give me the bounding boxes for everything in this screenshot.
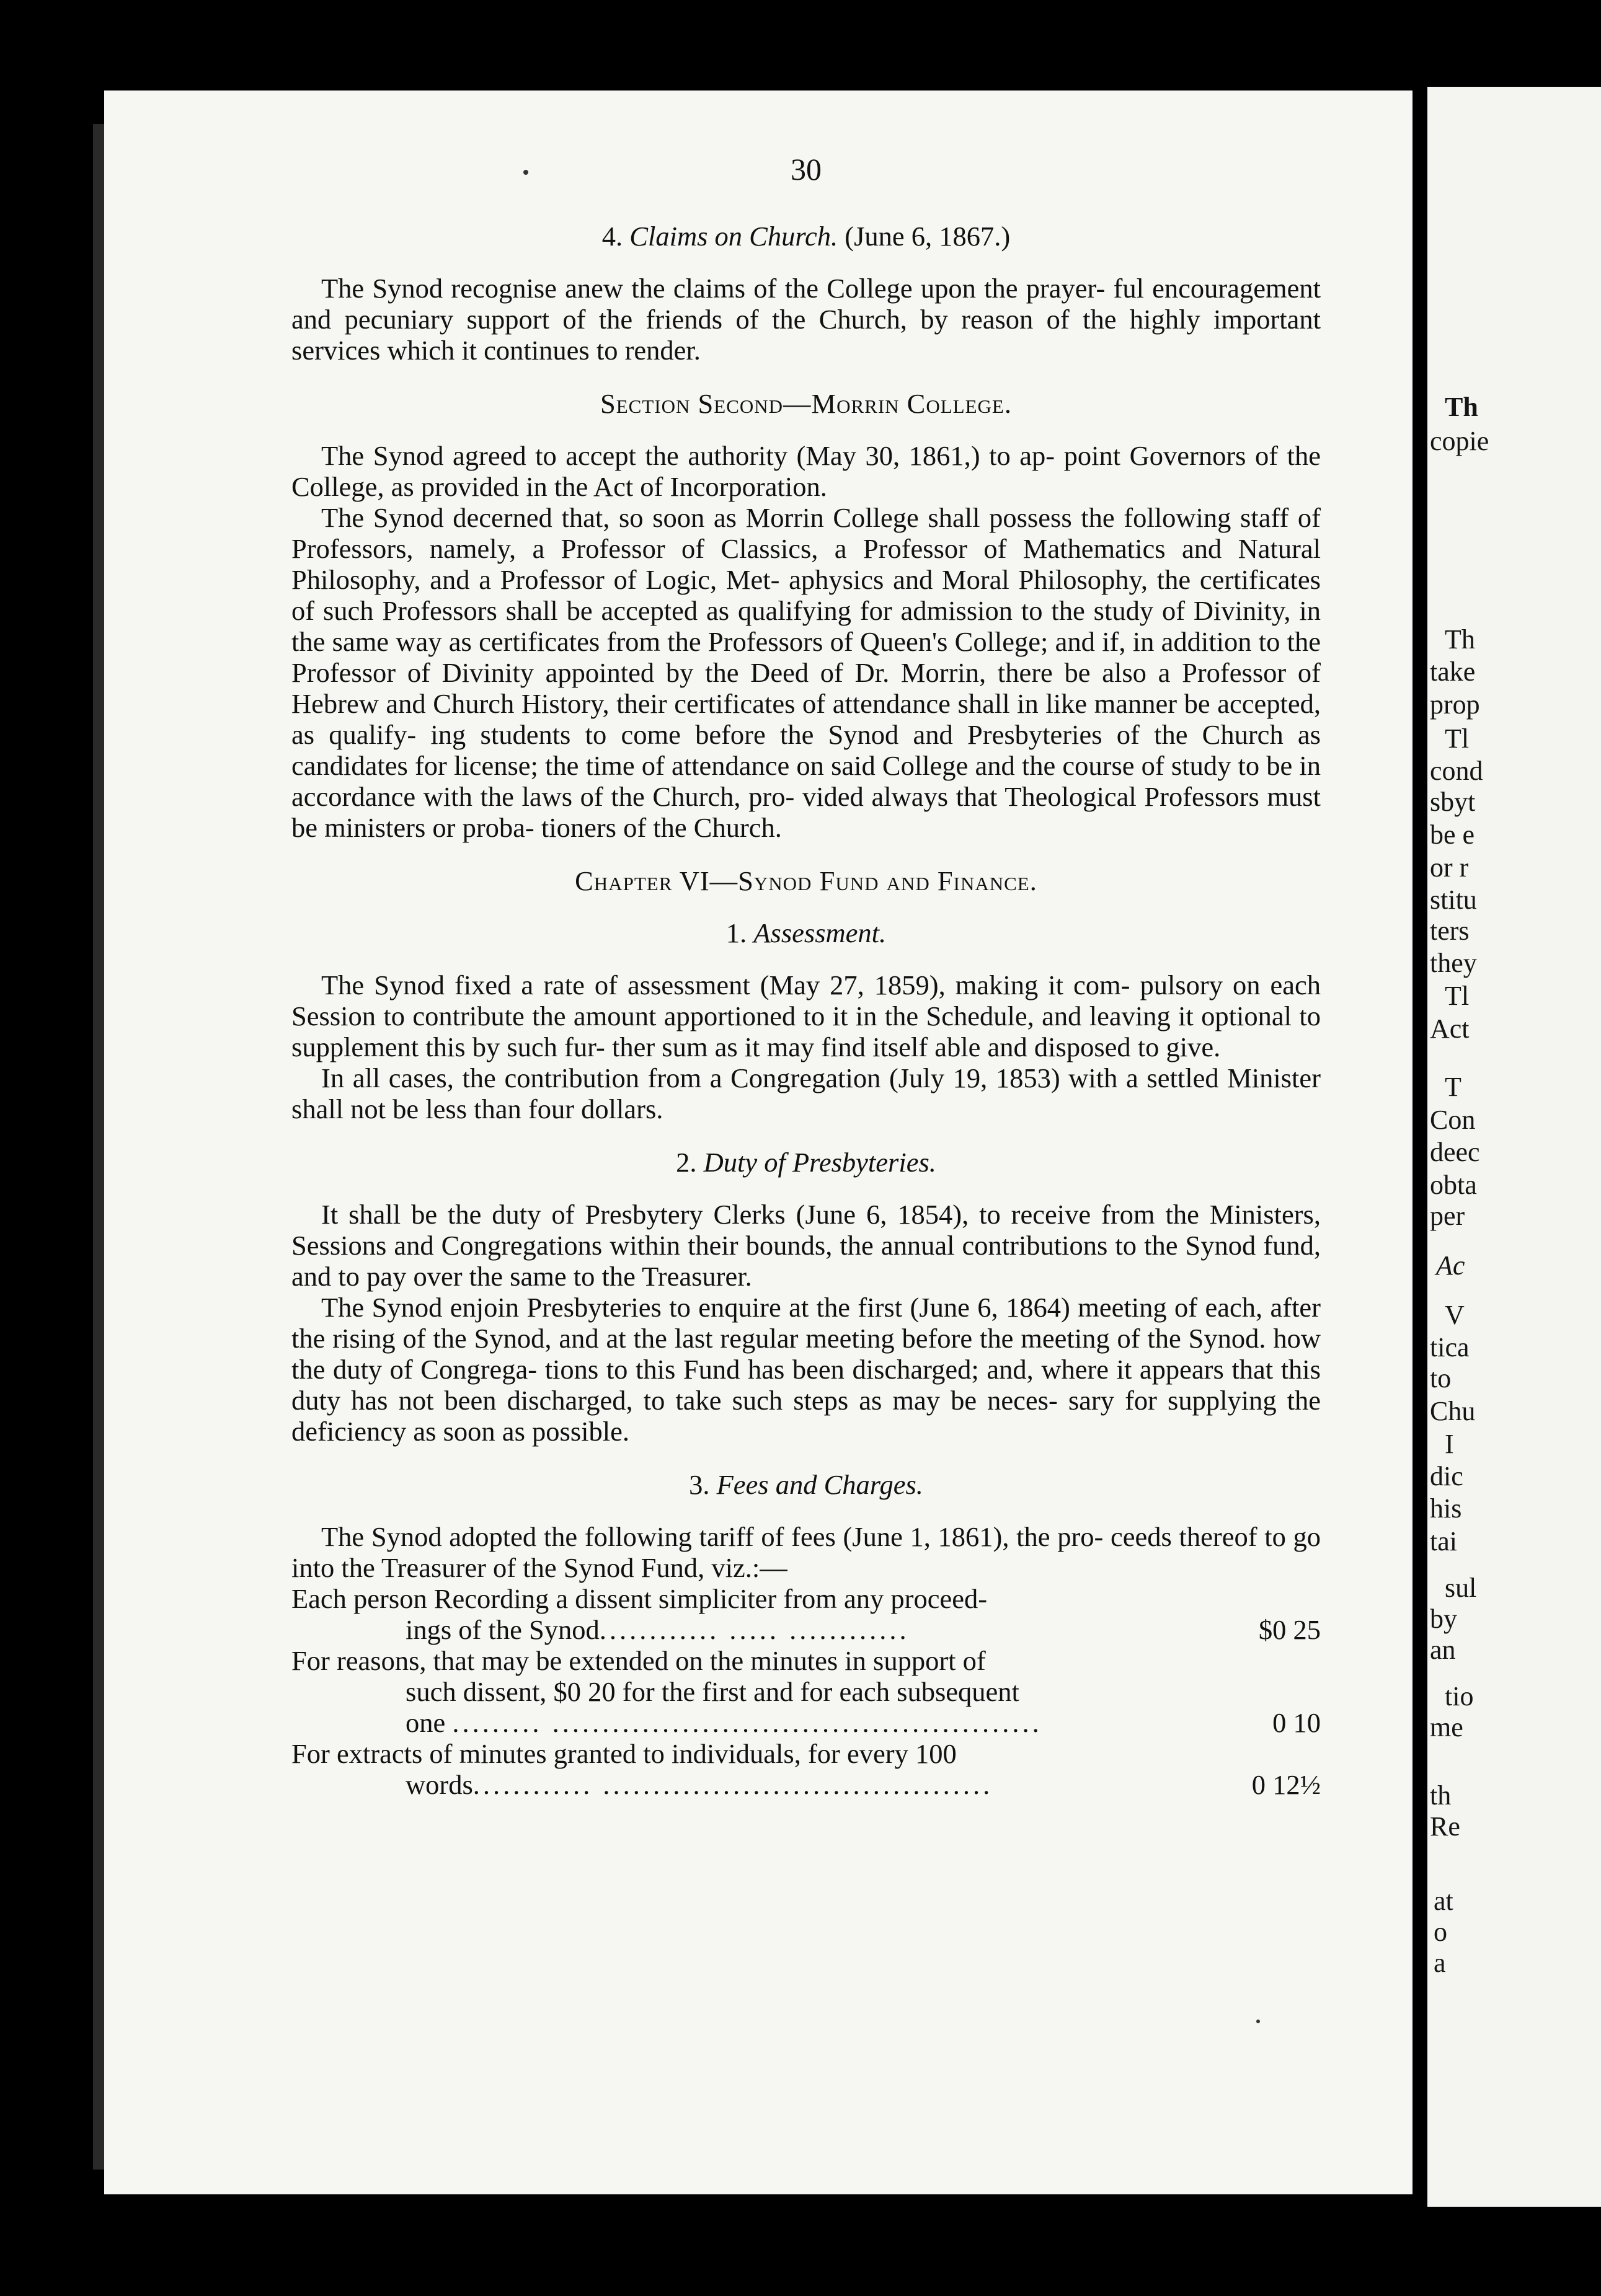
paragraph-fees-intro: The Synod adopted the following tariff of fees (June 1, 1861), the pro- ceeds thereof to go into the Treasurer of the Synod Fund, viz.:— [291,1521,1321,1583]
paragraph-assessment-rate: The Synod fixed a rate of assessment (May 27, 1859), making it com- pulsory on each Session to contribute the amount apportioned to it in the Schedule, and leaving it optional to supplement this by such fur- ther sum as it may find itself able and disposed to give. [291,969,1321,1062]
paragraph-authority: The Synod agreed to accept the authority (May 30, 1861,) to ap- point Governors of the College, as provided in the Act of Incorporation. [291,440,1321,502]
fee-amount: 0 12½ [1251,1769,1321,1800]
fee-amount: 0 10 [1272,1707,1321,1738]
heading-fees-and-charges [291,1469,1321,1500]
fee-lead: For extracts of minutes granted to individuals, for every 100 [291,1738,957,1769]
heading-title: Assessment. [753,917,887,948]
next-page-fragment: Chu [1430,1396,1476,1426]
leader-dots: ............ ....................................... [472,1769,993,1800]
next-page-fragment: a [1434,1948,1446,1978]
fee-cont-text: one [406,1707,446,1738]
page-number: 30 [791,152,822,187]
paragraph-claims: The Synod recognise anew the claims of the College upon the prayer- ful encouragement and pecuniary support of the friends of the Church, by reason of the highly important services which it continues to render. [291,273,1321,366]
heading-number: 2. [676,1147,697,1178]
fee-lead: Each person Recording a dissent simpliciter from any proceed- [291,1583,988,1614]
paragraph-professors: The Synod decerned that, so soon as Morrin College shall possess the following staff of Professors, namely, a Professor of Classics, a Professor of Mathematics and Natural Philosophy, and a Professor of Logic, Met- aphysics and Moral Philosophy, the certificates of such Professors shall be accepted as qualifying for admission to the study of Divinity, in the same way as certificates from the Professors of Queen's College; and if, in addition to the Professor of Divinity appointed by the Deed of Dr. Morrin, there be also a Professor of Hebrew and Church History, their certificates of attendance shall in like manner be accepted, as qualify- ing students to come before the Synod and Presbyteries of the Church as candidates for license; the time of attendance on said College and the course of study to be in accordance with the laws of the Church, pro- vided always that Theological Professors must be ministers or proba- tioners of the Church. [291,502,1321,843]
next-page-fragment: by [1430,1604,1457,1634]
next-page-fragment: I [1445,1429,1454,1459]
fee-cont-line2: such dissent, $0 20 for the first and for each subsequent [406,1676,1019,1707]
heading-number: 1. [725,917,747,948]
heading-number: 3. [689,1469,710,1500]
fee-description [291,1583,1248,1645]
next-page-fragment: Tl [1445,981,1470,1011]
next-page-fragment: Con [1430,1105,1476,1135]
fee-amount: $0 25 [1258,1614,1321,1645]
next-page-fragment: they [1430,948,1477,978]
next-page-fragment: at [1434,1886,1453,1916]
fee-item [291,1738,1321,1800]
next-page-fragment: stitu [1430,885,1477,915]
heading-title: Duty of Presbyteries. [703,1147,936,1178]
heading-title: Fees and Charges. [716,1469,923,1500]
fee-cont [331,1614,1248,1645]
next-page-fragment: tio [1445,1681,1474,1711]
next-page-fragment: copie [1430,426,1489,456]
next-page-fragment: take [1430,656,1476,687]
heading-chapter-vi: Chapter VI—Synod Fund and Finance. [575,865,1037,896]
heading-title: Claims on Church. [629,221,838,252]
ink-speck [1256,2020,1260,2023]
next-page-fragment: V [1445,1300,1465,1330]
next-page-fragment: an [1430,1635,1456,1665]
next-page-fragment: deec [1430,1137,1480,1167]
book-page-right-partial [1427,87,1601,2207]
next-page-fragment: prop [1430,689,1480,720]
fee-cont-text: ings of the Synod [406,1614,600,1645]
fee-cont [331,1769,1248,1800]
fee-item [291,1583,1321,1645]
fee-description [291,1738,1248,1800]
heading-assessment [291,917,1321,948]
next-page-fragment: tica [1430,1332,1470,1362]
next-page-fragment: or r [1430,852,1469,883]
fee-lead: For reasons, that may be extended on the minutes in support of [291,1645,986,1676]
leader-dots: ............ ..... ............ [599,1614,910,1645]
fee-cont-text: words [406,1769,473,1800]
paragraph-assessment-minimum: In all cases, the contribution from a Congregation (July 19, 1853) with a settled Minister shall not be less than four dollars. [291,1062,1321,1124]
next-page-fragment: Th [1445,624,1475,655]
next-page-fragment: per [1430,1201,1465,1231]
next-page-fragment: cond [1430,756,1483,786]
leader-dots: ......... ................................................. [452,1707,1042,1738]
heading-claims-on-church [291,221,1321,252]
next-page-fragment: th [1430,1780,1452,1811]
heading-section-second: Section Second—Morrin College. [600,388,1012,419]
next-page-fragment: sbyt [1430,787,1476,817]
next-page-fragment: to [1430,1363,1452,1393]
fee-item [291,1645,1321,1738]
next-page-fragment: tai [1430,1526,1457,1556]
next-page-fragment: Act [1430,1013,1470,1044]
next-page-fragment: o [1434,1917,1447,1947]
next-page-fragment: Ac [1436,1250,1465,1281]
paragraph-duty-enquire: The Synod enjoin Presbyteries to enquire at the first (June 6, 1864) meeting of each, after the rising of the Synod, and at the last regular meeting before the meeting of the Synod. how the duty of Congrega- tions to this Fund has been discharged; and, where it appears that this duty has not been discharged, to take such steps as may be neces- sary for supplying the deficiency as soon as possible. [291,1292,1321,1447]
next-page-fragment: be e [1430,819,1475,850]
heading-date: (June 6, 1867.) [845,221,1011,252]
next-page-fragment: dic [1430,1461,1463,1491]
next-page-fragment: Re [1430,1811,1460,1842]
next-page-fragment: me [1430,1712,1463,1742]
heading-number: 4. [601,221,623,252]
fee-description [291,1645,1248,1738]
next-page-fragment: ters [1430,916,1470,946]
next-page-fragment: sul [1445,1573,1477,1603]
next-page-fragment: Tl [1445,723,1470,754]
heading-duty-of-presbyteries [291,1147,1321,1178]
page-content [291,154,1321,1800]
fee-cont [331,1707,1248,1738]
page-edge-shadow [93,124,105,2170]
next-page-fragment: obta [1430,1170,1477,1200]
next-page-fragment: Th [1445,392,1478,422]
paragraph-duty-clerks: It shall be the duty of Presbytery Clerks (June 6, 1854), to receive from the Ministers, Sessions and Congregations within their bounds, the annual contributions to the Synod fund, and to pay over the same to the Treasurer. [291,1199,1321,1292]
next-page-fragment: his [1430,1493,1462,1524]
next-page-fragment: T [1445,1072,1461,1102]
